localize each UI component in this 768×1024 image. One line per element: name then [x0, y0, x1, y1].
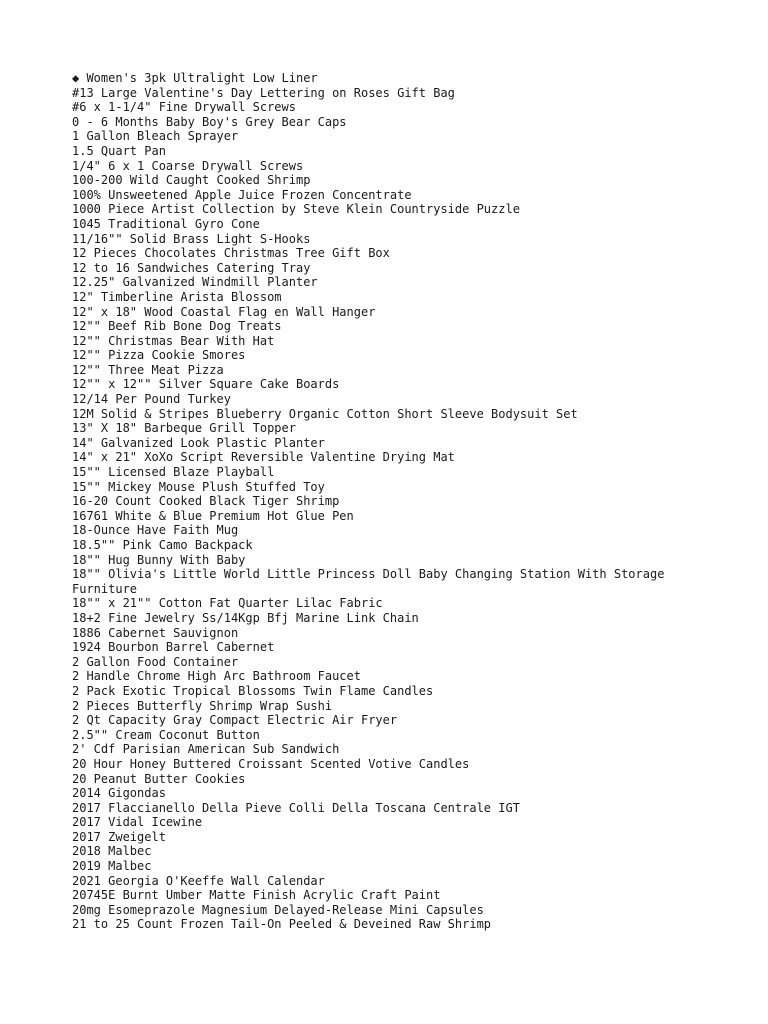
- list-item: 12"" Christmas Bear With Hat: [72, 333, 275, 348]
- list-item: 2 Gallon Food Container: [72, 654, 239, 669]
- list-item: 11/16"" Solid Brass Light S-Hooks: [72, 231, 311, 246]
- list-item: 12"" Beef Rib Bone Dog Treats: [72, 319, 282, 334]
- list-item: #13 Large Valentine's Day Lettering on Roses Gift Bag: [72, 85, 455, 100]
- list-item: 0 - 6 Months Baby Boy's Grey Bear Caps: [72, 114, 347, 129]
- list-item: 1886 Cabernet Sauvignon: [72, 625, 239, 640]
- list-item: 1/4" 6 x 1 Coarse Drywall Screws: [72, 158, 304, 173]
- list-item: 18+2 Fine Jewelry Ss/14Kgp Bfj Marine Link Chain: [72, 610, 419, 625]
- list-item: 2019 Malbec: [72, 859, 152, 874]
- list-item: 100% Unsweetened Apple Juice Frozen Concentrate: [72, 187, 412, 202]
- list-item: 12.25" Galvanized Windmill Planter: [72, 275, 318, 290]
- list-item: 2 Pieces Butterfly Shrimp Wrap Sushi: [72, 698, 333, 713]
- product-list: [72, 71, 712, 932]
- list-item: 12" Timberline Arista Blossom: [72, 289, 282, 304]
- list-item: 12 to 16 Sandwiches Catering Tray: [72, 260, 311, 275]
- list-item: 12M Solid & Stripes Blueberry Organic Cotton Short Sleeve Bodysuit Set: [72, 406, 578, 421]
- list-item: 14" Galvanized Look Plastic Planter: [72, 435, 325, 450]
- list-item: 16761 White & Blue Premium Hot Glue Pen: [72, 508, 354, 523]
- list-item: 1.5 Quart Pan: [72, 143, 166, 158]
- list-item: 12"" x 12"" Silver Square Cake Boards: [72, 377, 340, 392]
- list-item: 15"" Licensed Blaze Playball: [72, 465, 275, 480]
- list-item: 12/14 Per Pound Turkey: [72, 392, 231, 407]
- list-item: 1000 Piece Artist Collection by Steve Klein Countryside Puzzle: [72, 202, 520, 217]
- list-item: 1 Gallon Bleach Sprayer: [72, 129, 239, 144]
- list-item: 1045 Traditional Gyro Cone: [72, 216, 260, 231]
- list-item: 2 Handle Chrome High Arc Bathroom Faucet: [72, 669, 361, 684]
- list-item: 20 Peanut Butter Cookies: [72, 771, 246, 786]
- list-item: 2017 Zweigelt: [72, 829, 166, 844]
- list-item: 2021 Georgia O'Keeffe Wall Calendar: [72, 873, 325, 888]
- list-item: 20745E Burnt Umber Matte Finish Acrylic Craft Paint: [72, 888, 441, 903]
- list-item: 18-Ounce Have Faith Mug: [72, 523, 239, 538]
- list-item: 2 Pack Exotic Tropical Blossoms Twin Flame Candles: [72, 683, 434, 698]
- list-item: 13" X 18" Barbeque Grill Topper: [72, 421, 296, 436]
- list-item: 12" x 18" Wood Coastal Flag en Wall Hanger: [72, 304, 376, 319]
- list-item: 2018 Malbec: [72, 844, 152, 859]
- list-item: 2017 Flaccianello Della Pieve Colli Della Toscana Centrale IGT: [72, 800, 520, 815]
- list-item: 2' Cdf Parisian American Sub Sandwich: [72, 742, 340, 757]
- list-item: 20mg Esomeprazole Magnesium Delayed-Release Mini Capsules: [72, 902, 484, 917]
- list-item: 12 Pieces Chocolates Christmas Tree Gift Box: [72, 246, 390, 261]
- list-item: 21 to 25 Count Frozen Tail-On Peeled & Deveined Raw Shrimp: [72, 917, 492, 932]
- list-item: 18.5"" Pink Camo Backpack: [72, 538, 253, 552]
- list-item: ◆ Women's 3pk Ultralight Low Liner: [72, 71, 318, 85]
- list-item: 2.5"" Cream Coconut Button: [72, 727, 260, 742]
- list-item: 16-20 Count Cooked Black Tiger Shrimp: [72, 494, 340, 509]
- list-item: 12"" Pizza Cookie Smores: [72, 348, 246, 363]
- list-item: 2 Qt Capacity Gray Compact Electric Air Fryer: [72, 713, 398, 728]
- list-item: 14" x 21" XoXo Script Reversible Valentine Drying Mat: [72, 450, 455, 465]
- list-item: 100-200 Wild Caught Cooked Shrimp: [72, 173, 311, 188]
- list-item: 15"" Mickey Mouse Plush Stuffed Toy: [72, 479, 325, 494]
- list-item: 18"" Olivia's Little World Little Princess Doll Baby Changing Station With Storage Furniture: [72, 567, 672, 596]
- list-item: 12"" Three Meat Pizza: [72, 362, 224, 377]
- list-item: 18"" Hug Bunny With Baby: [72, 552, 246, 567]
- list-item: 2014 Gigondas: [72, 786, 166, 801]
- list-item: 20 Hour Honey Buttered Croissant Scented Votive Candles: [72, 756, 470, 771]
- list-item: #6 x 1-1/4" Fine Drywall Screws: [72, 100, 296, 115]
- list-item: 2017 Vidal Icewine: [72, 815, 203, 830]
- list-item: 1924 Bourbon Barrel Cabernet: [72, 640, 275, 655]
- list-item: 18"" x 21"" Cotton Fat Quarter Lilac Fabric: [72, 596, 383, 611]
